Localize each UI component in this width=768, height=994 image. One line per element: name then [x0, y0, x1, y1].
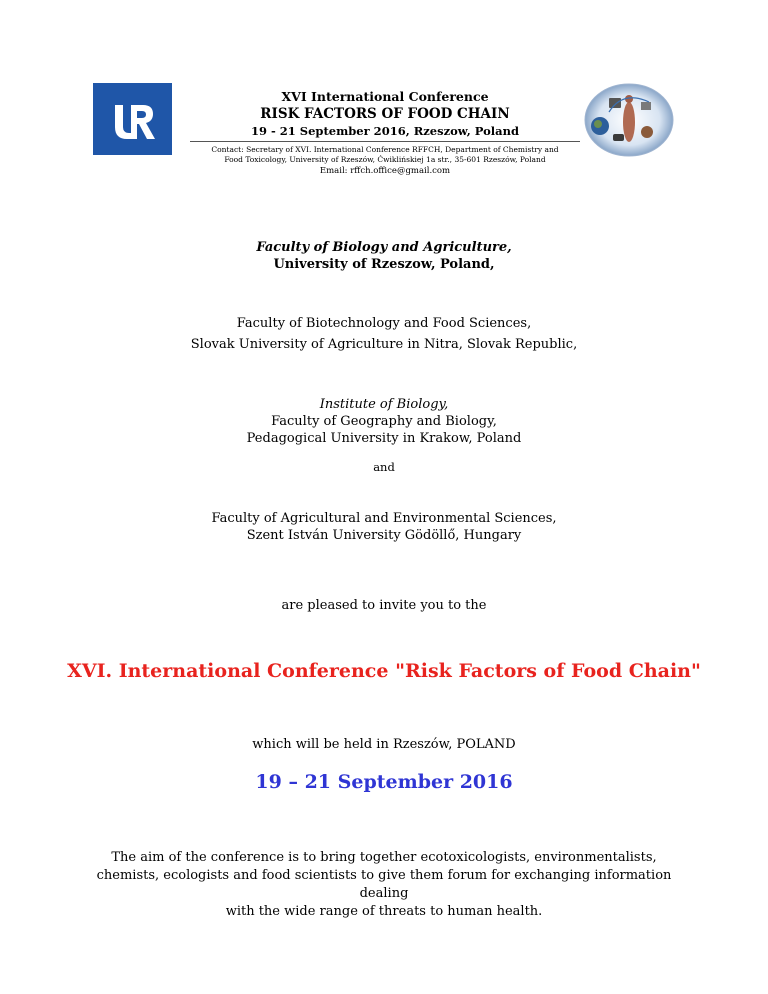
ur-logo-icon [93, 83, 172, 155]
conference-logo [583, 82, 675, 158]
dates-block [0, 770, 768, 794]
header-conference-title: RISK FACTORS OF FOOD CHAIN [260, 106, 510, 122]
conference-title: XVI. International Conference "Risk Factors of Food Chain" [67, 660, 701, 682]
organizer-4 [0, 510, 768, 544]
organizer-3 [0, 396, 768, 447]
venue-block [0, 736, 768, 753]
organizer-3-university: Pedagogical University in Krakow, Poland [246, 431, 522, 446]
header-conference-number: XVI International Conference [281, 89, 489, 104]
conference-dates: 19 – 21 September 2016 [255, 771, 513, 793]
university-logo [93, 83, 172, 155]
header-dates-location: 19 - 21 September 2016, Rzeszow, Poland [251, 124, 519, 138]
organizer-4-university: Szent István University Gödöllő, Hungary [246, 528, 522, 543]
aim-paragraph [80, 849, 688, 921]
organizer-2-university: Slovak University of Agriculture in Nitra, Slovak Republic, [190, 337, 578, 352]
invite-text: are pleased to invite you to the [281, 598, 487, 613]
and-connector [0, 459, 768, 476]
header-contact-line1: Contact: Secretary of XVI. International Conference RFFCH, Department of Chemistry and [211, 145, 559, 154]
food-chain-globe-icon [583, 82, 675, 158]
organizer-4-faculty: Faculty of Agricultural and Environmental Sciences, [211, 511, 557, 526]
organizer-1 [0, 239, 768, 273]
header-email: Email: rffch.office@gmail.com [319, 166, 451, 176]
and-text: and [373, 460, 395, 474]
organizer-3-faculty: Faculty of Geography and Biology, [271, 414, 497, 429]
organizer-2-faculty: Faculty of Biotechnology and Food Sciences, [236, 316, 532, 331]
invite-block [0, 597, 768, 614]
header-divider [190, 141, 580, 142]
aim-line-2: chemists, ecologists and food scientists to give them forum for exchanging information dealing [96, 868, 672, 901]
aim-line-3: with the wide range of threats to human health. [225, 904, 543, 919]
organizer-1-faculty: Faculty of Biology and Agriculture, [256, 240, 512, 255]
aim-line-1: The aim of the conference is to bring together ecotoxicologists, environmentalists, [111, 850, 657, 865]
organizer-3-institute: Institute of Biology, [319, 397, 449, 412]
letterhead [190, 89, 580, 177]
conference-title-block [0, 659, 768, 683]
venue-text: which will be held in Rzeszów, POLAND [252, 737, 516, 752]
organizer-2 [0, 313, 768, 355]
header-contact-line2: Food Toxicology, University of Rzeszów, Ćwiklińskiej 1a str., 35-601 Rzeszów, Poland [224, 155, 546, 164]
organizer-1-university: University of Rzeszow, Poland, [273, 257, 495, 272]
